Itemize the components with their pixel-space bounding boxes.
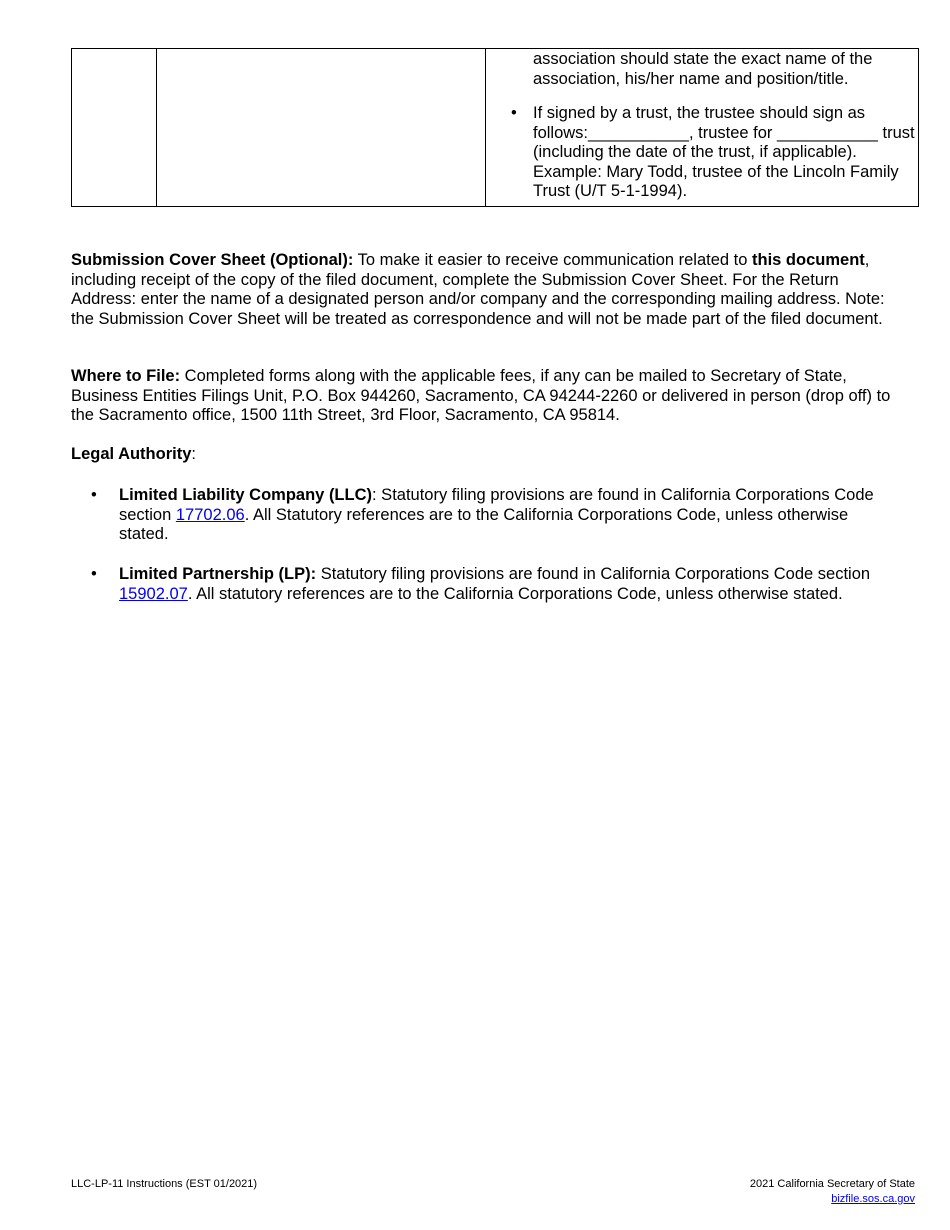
legal-authority-item-llc — [91, 486, 879, 545]
footer-form-id: LLC-LP-11 Instructions (EST 01/2021) — [71, 1178, 258, 1190]
llc-code-link[interactable]: 17702.06 — [175, 505, 245, 524]
legal-authority-title: Legal Authority — [71, 445, 192, 463]
cover-sheet-heading: Submission Cover Sheet (Optional): — [71, 251, 354, 269]
bullet-icon: • — [91, 486, 97, 504]
llc-text-2: . All Statutory references are to the California Corporations Code, unless otherwise stated. — [119, 505, 849, 543]
table-cell-instructions — [486, 49, 919, 207]
cover-sheet-bold-phrase: this document — [752, 251, 865, 269]
llc-text-1: : Statutory filing provisions are found in California Corporations Code section — [119, 486, 874, 524]
llc-title: Limited Liability Company (LLC) — [119, 486, 373, 504]
bullet-icon: • — [511, 104, 517, 122]
legal-authority-colon: : — [191, 445, 196, 463]
legal-authority-item-lp — [91, 565, 879, 604]
instructions-table — [71, 48, 919, 207]
legal-authority-heading — [71, 445, 901, 465]
bullet-text: If signed by a trust, the trustee should sign as follows:___________, trustee for ___________ trust (including the date of the trust, if applicable). Example: Mary Todd, trustee of the Lincoln Family Trust (U/T 5-1-1994). — [533, 104, 915, 200]
bullet-icon: • — [91, 565, 97, 583]
lp-text-2: . All statutory references are to the California Corporations Code, unless otherwise stated. — [187, 584, 843, 603]
lp-title: Limited Partnership (LP): — [119, 565, 317, 583]
instruction-bullet — [511, 104, 917, 202]
footer-website-link[interactable]: bizfile.sos.ca.gov — [831, 1193, 915, 1205]
lp-code-link[interactable]: 15902.07 — [119, 584, 188, 603]
cover-sheet-text-2: , including receipt of the copy of the filed document, complete the Submission Cover Sheet. For the Return Address: enter the name of a designated person and/or company and the corresponding mailing address. Note: the Submission Cover Sheet will be treated as correspondence and will not be made part of the filed document. — [71, 251, 885, 328]
where-to-file-text: Completed forms along with the applicable fees, if any can be mailed to Secretary of State, Business Entities Filings Unit, P.O. Box 944260, Sacramento, CA 94244-2260 or delivered in person (drop off) to the Sacramento office, 1500 11th Street, 3rd Floor, Sacramento, CA 95814. — [71, 367, 891, 424]
table-cell-field — [157, 49, 486, 207]
footer-right-block — [750, 1177, 915, 1207]
table-cell-item — [72, 49, 157, 207]
where-to-file-paragraph — [71, 367, 901, 426]
table-row — [72, 49, 919, 207]
where-to-file-heading: Where to File: — [71, 367, 181, 385]
instruction-continuation: association should state the exact name of the association, his/her name and position/title. — [533, 50, 873, 88]
cover-sheet-text-1: To make it easier to receive communication related to — [353, 251, 753, 269]
cover-sheet-paragraph — [71, 251, 901, 329]
footer-copyright: 2021 California Secretary of State — [749, 1178, 915, 1190]
lp-text-1: Statutory filing provisions are found in California Corporations Code section — [316, 565, 871, 583]
